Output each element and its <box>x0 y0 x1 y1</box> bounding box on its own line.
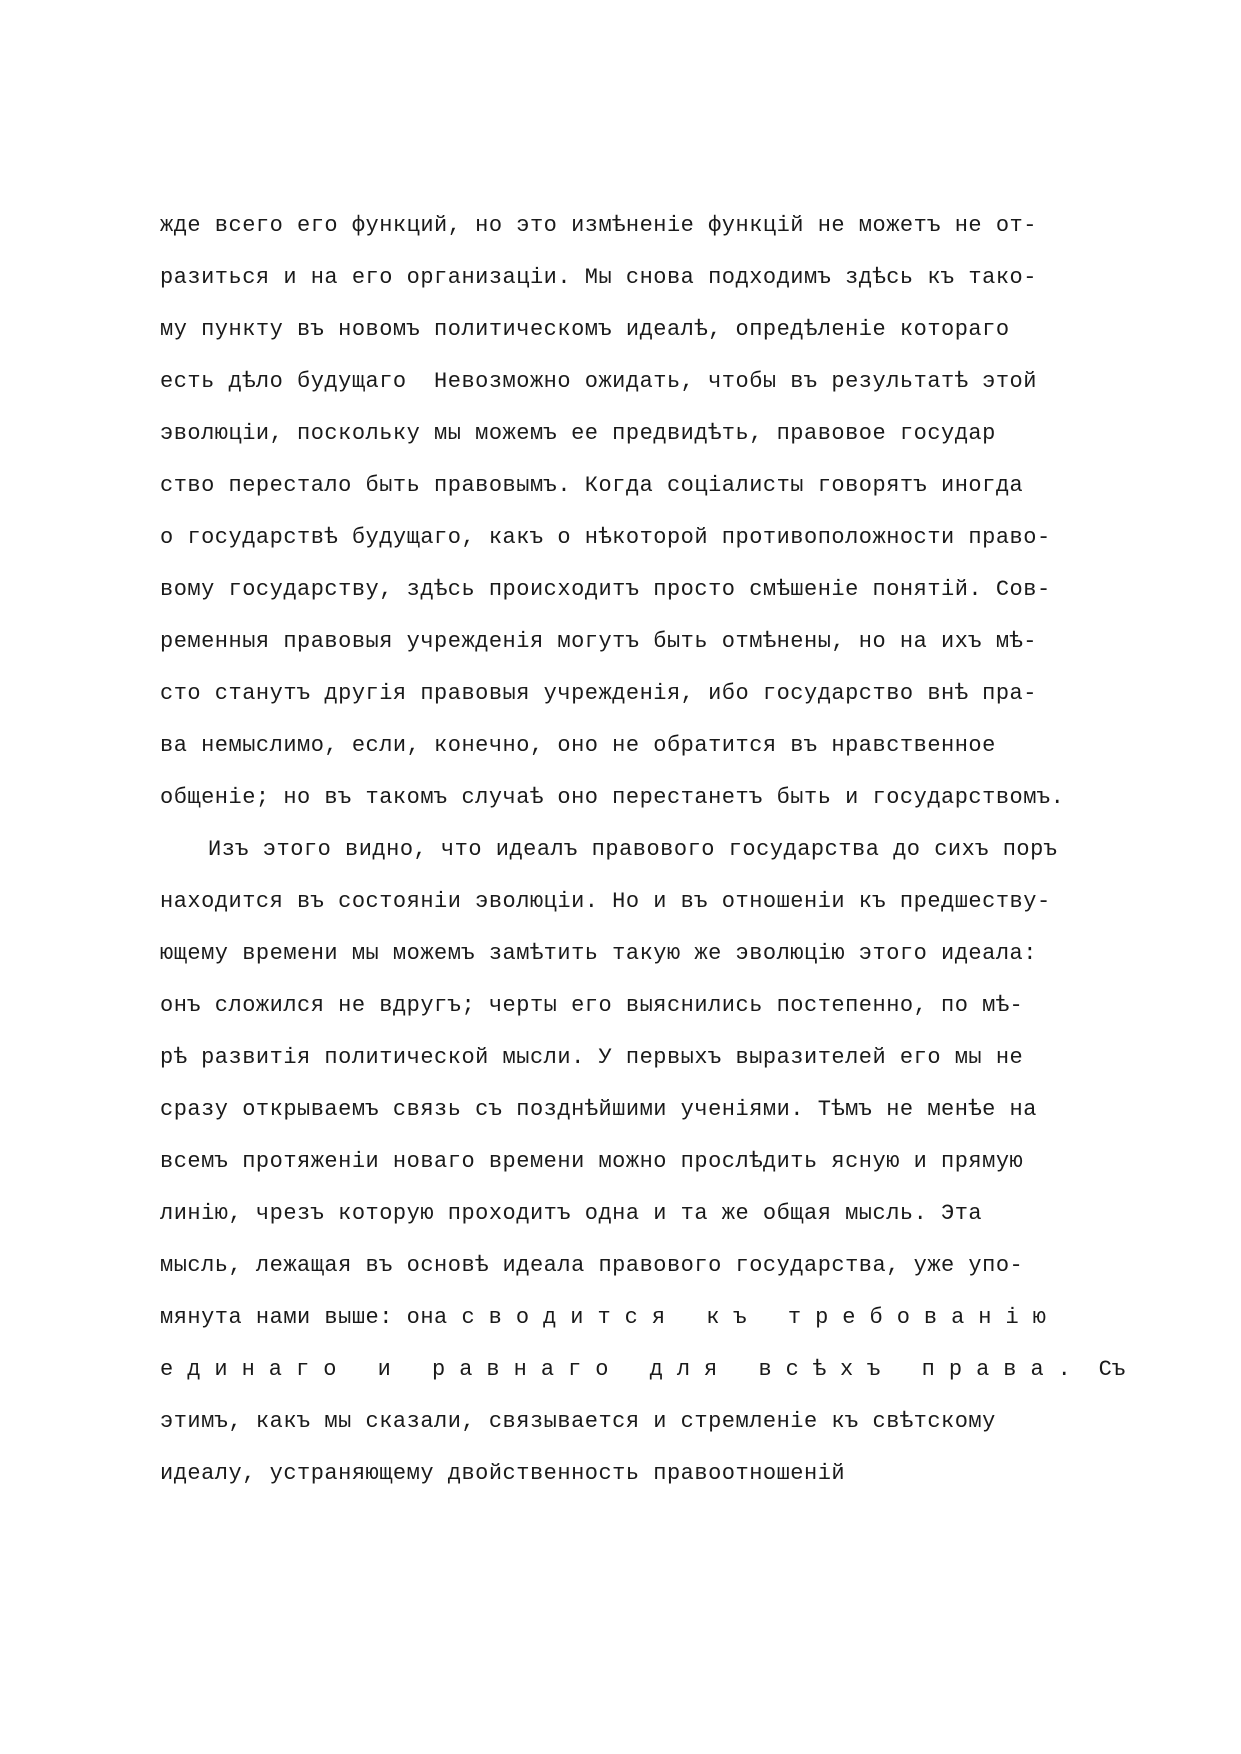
text-line: находится въ состояніи эволюціи. Но и въ отношеніи къ предшеству- <box>160 889 1051 914</box>
text-line: му пункту въ новомъ политическомъ идеалѣ, опредѣленіе котораго <box>160 317 1010 342</box>
text-line: разиться и на его организаціи. Мы снова подходимъ здѣсь къ тако- <box>160 265 1037 290</box>
text-line: онъ сложился не вдругъ; черты его выяснились постепенно, по мѣ- <box>160 993 1024 1018</box>
text-line: жде всего его функций, но это измѣненіе функцій не можетъ не от- <box>160 213 1037 238</box>
text-line: ство перестало быть правовымъ. Когда соціалисты говорятъ иногда <box>160 473 1024 498</box>
text-line: мысль, лежащая въ основѣ идеала правового государства, уже упо- <box>160 1253 1024 1278</box>
text-line: всемъ протяженіи новаго времени можно прослѣдить ясную и прямую <box>160 1149 1024 1174</box>
text-line: ременныя правовыя учрежденія могутъ быть отмѣнены, но на ихъ мѣ- <box>160 629 1037 654</box>
spaced-emphasis: сводится къ требованію <box>461 1305 1060 1330</box>
text-line: ва немыслимо, если, конечно, оно не обратится въ нравственное <box>160 733 996 758</box>
text-line: общеніе; но въ такомъ случаѣ оно перестанетъ быть и государствомъ. <box>160 785 1065 810</box>
spaced-emphasis: единаго и равнаго для всѣхъ права. <box>160 1357 1085 1382</box>
text-line: идеалу, устраняющему двойственность правоотношеній <box>160 1461 846 1486</box>
text-line: о государствѣ будущаго, какъ о нѣкоторой противоположности право- <box>160 525 1051 550</box>
text-line: рѣ развитія политической мысли. У первыхъ выразителей его мы не <box>160 1045 1024 1070</box>
text-line: этимъ, какъ мы сказали, связывается и стремленіе къ свѣтскому <box>160 1409 996 1434</box>
text-line: ющему времени мы можемъ замѣтить такую же эволюцію этого идеала: <box>160 941 1037 966</box>
text-segment: Съ <box>1098 1357 1126 1382</box>
text-line: есть дѣло будущаго Невозможно ожидать, чтобы въ результатѣ этой <box>160 369 1037 394</box>
text-segment: мянута нами выше: она <box>160 1305 448 1330</box>
text-line: сразу открываемъ связь съ позднѣйшими ученіями. Тѣмъ не менѣе на <box>160 1097 1037 1122</box>
text-line: сто станутъ другія правовыя учрежденія, ибо государство внѣ пра- <box>160 681 1037 706</box>
paragraph-start-line: Изъ этого видно, что идеалъ правового государства до сихъ поръ <box>208 837 1058 862</box>
body-text <box>160 200 1126 1500</box>
text-line: вому государству, здѣсь происходитъ просто смѣшеніе понятій. Сов- <box>160 577 1051 602</box>
text-line-mixed <box>160 1292 1100 1344</box>
text-line: линію, чрезъ которую проходитъ одна и та же общая мысль. Эта <box>160 1201 983 1226</box>
text-line: эволюціи, поскольку мы можемъ ее предвидѣть, правовое государ <box>160 421 996 446</box>
text-line-mixed <box>160 1344 1126 1396</box>
